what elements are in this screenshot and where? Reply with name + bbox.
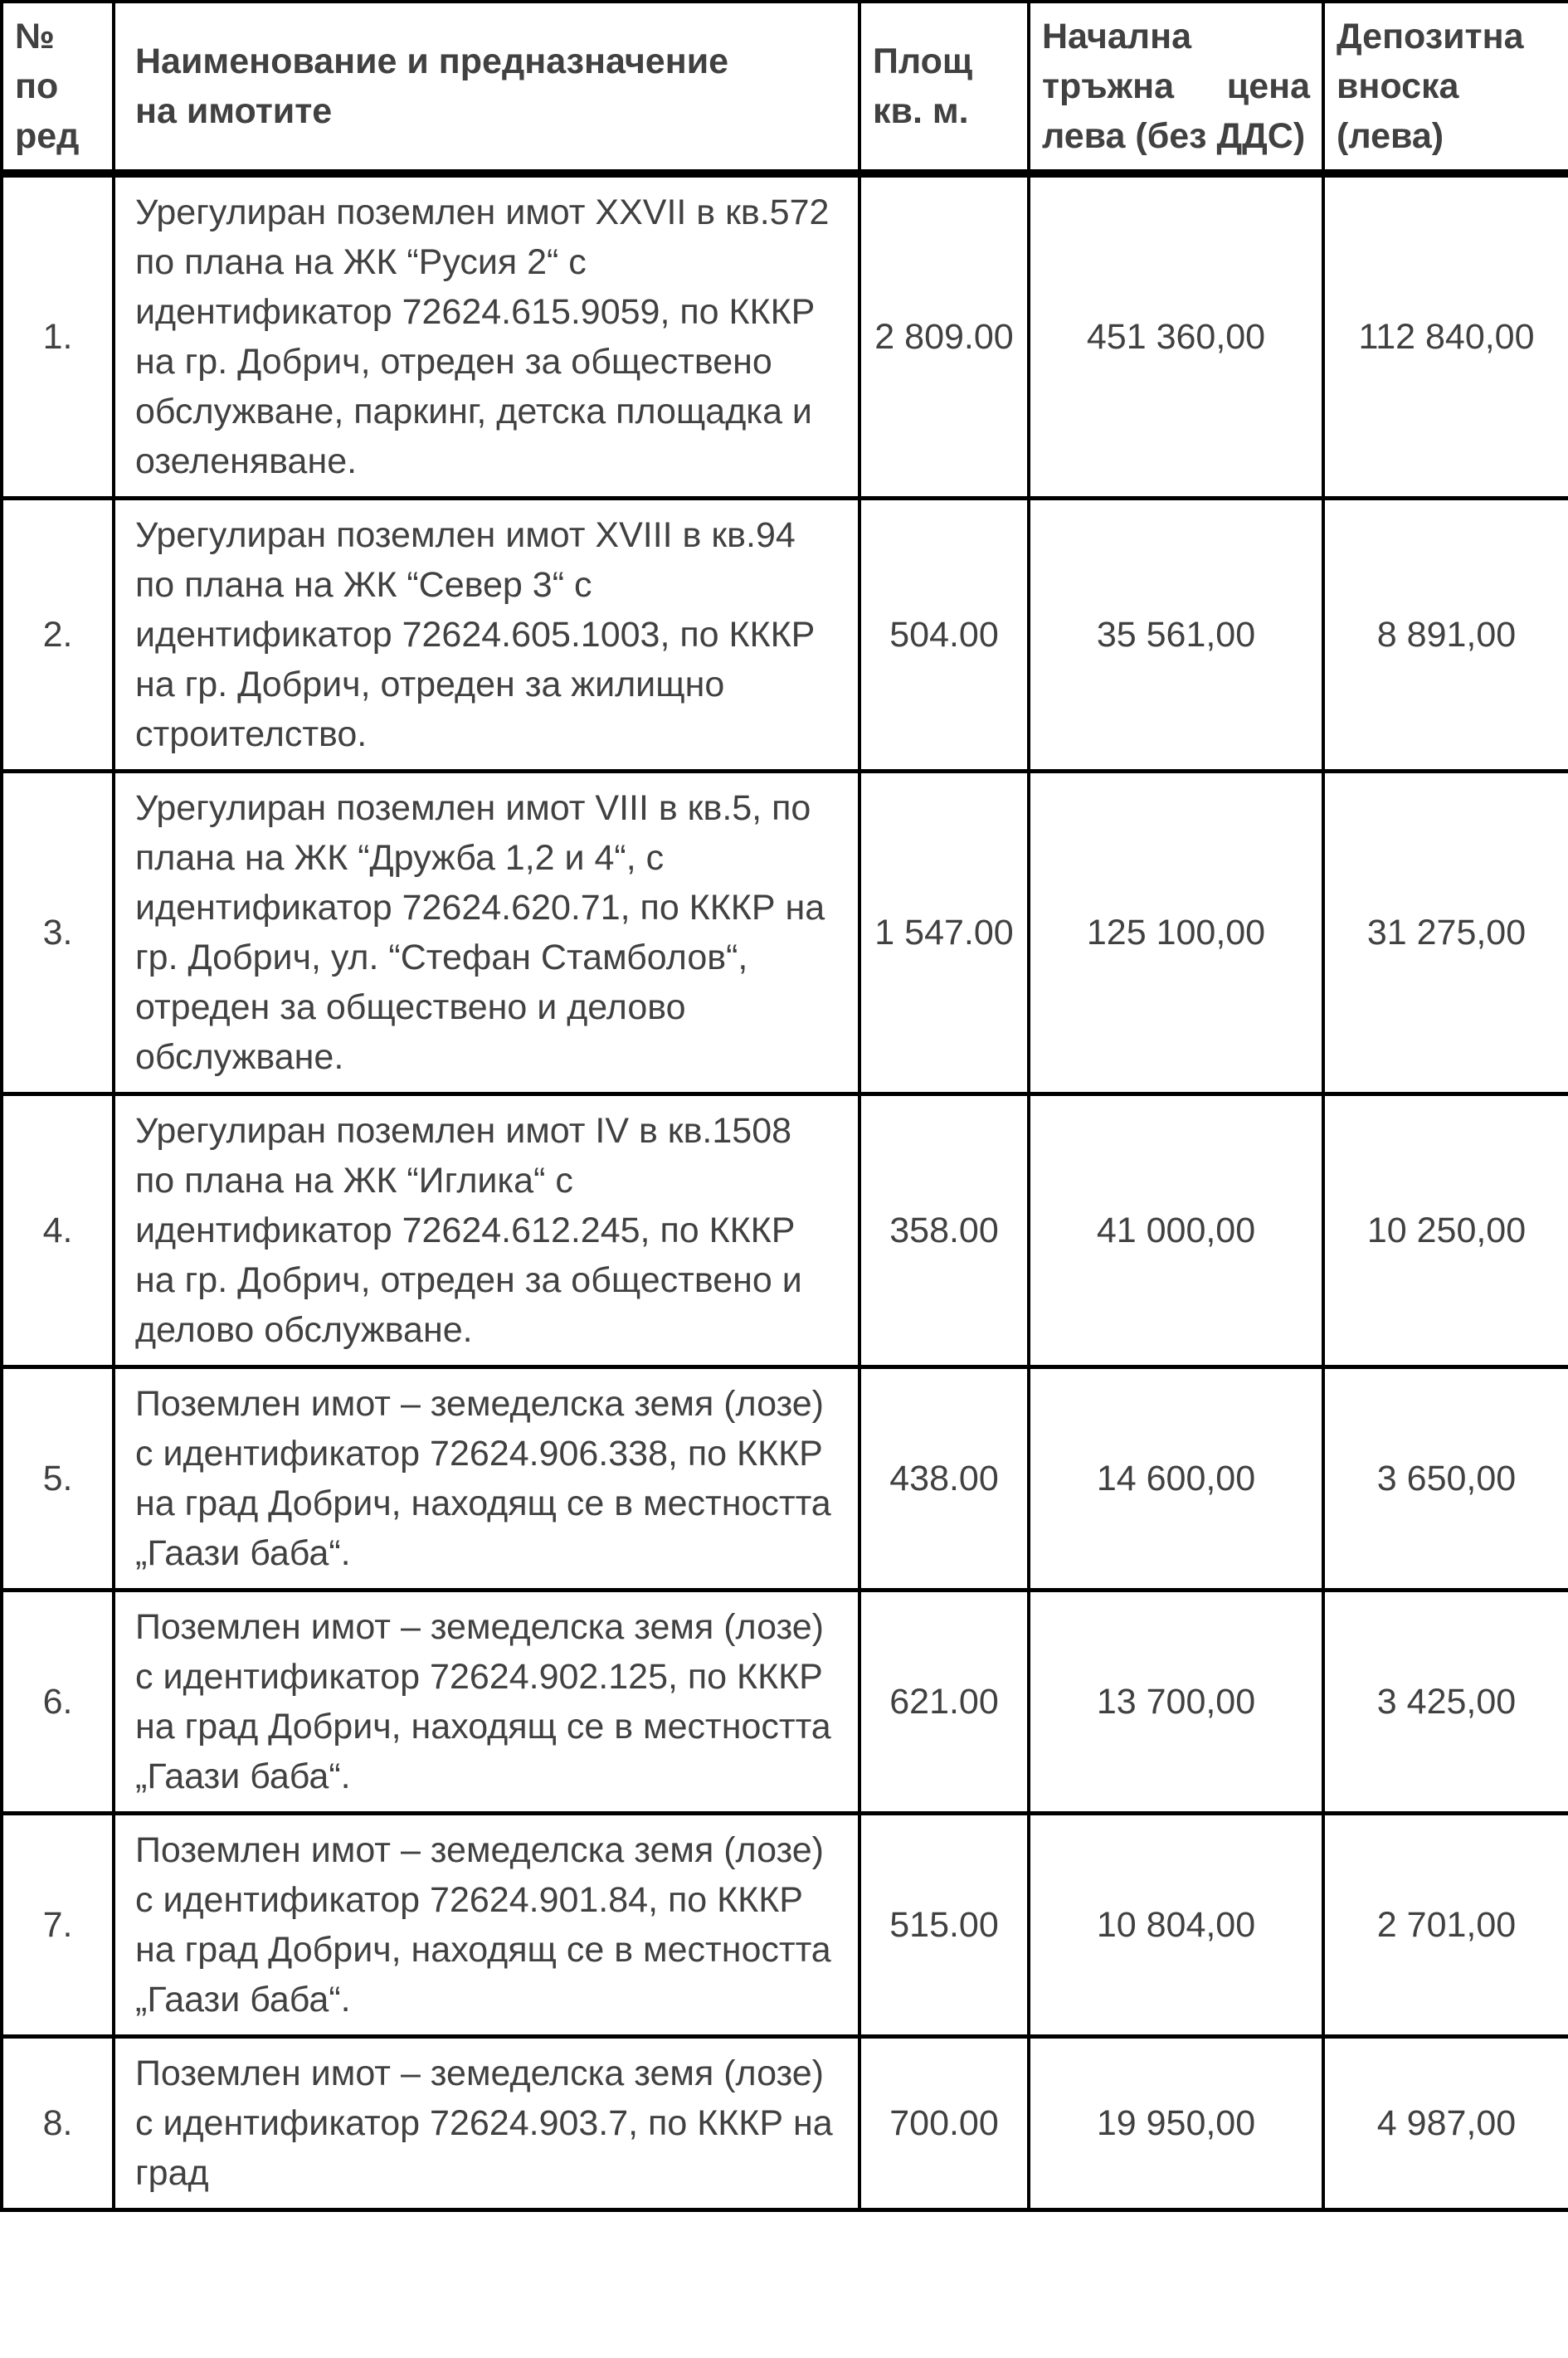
price-cell: 41 000,00 (1029, 1094, 1323, 1367)
property-name-cell: Урегулиран поземлен имот XVIII в кв.94 по плана на ЖК “Север 3“ с идентификатор 72624.605.1003, по КККР на гр. Добрич, отреден за жилищно строителство. (114, 499, 859, 772)
area-cell: 438.00 (859, 1367, 1029, 1591)
header-property-name: Наименование и предназначение на имотите (114, 2, 859, 173)
property-name-cell: Поземлен имот – земеделска земя (лозе) с идентификатор 72624.902.125, по КККР на град Добрич, находящ се в местността „Гаази баба“. (114, 1591, 859, 1814)
header-price: Начална тръжна цена лева (без ДДС) (1029, 2, 1323, 173)
area-cell: 515.00 (859, 1814, 1029, 2037)
deposit-cell: 10 250,00 (1323, 1094, 1568, 1367)
price-cell: 19 950,00 (1029, 2037, 1323, 2210)
area-cell: 1 547.00 (859, 772, 1029, 1094)
header-row-number: № по ред (2, 2, 114, 173)
deposit-cell: 2 701,00 (1323, 1814, 1568, 2037)
table-row (2, 1814, 1568, 2037)
area-cell: 700.00 (859, 2037, 1029, 2210)
area-cell: 358.00 (859, 1094, 1029, 1367)
table-row (2, 772, 1568, 1094)
deposit-cell: 31 275,00 (1323, 772, 1568, 1094)
property-name-cell: Поземлен имот – земеделска земя (лозе) с идентификатор 72624.906.338, по КККР на град Добрич, находящ се в местността „Гаази баба“. (114, 1367, 859, 1591)
row-number-cell: 3. (2, 772, 114, 1094)
row-number-cell: 5. (2, 1367, 114, 1591)
area-cell: 621.00 (859, 1591, 1029, 1814)
deposit-cell: 3 425,00 (1323, 1591, 1568, 1814)
header-area: Площ кв. м. (859, 2, 1029, 173)
table-row (2, 2037, 1568, 2210)
property-name-cell: Поземлен имот – земеделска земя (лозе) с идентификатор 72624.903.7, по КККР на град (114, 2037, 859, 2210)
row-number-cell: 1. (2, 173, 114, 499)
deposit-cell: 112 840,00 (1323, 173, 1568, 499)
table-row (2, 173, 1568, 499)
property-name-cell: Поземлен имот – земеделска земя (лозе) с идентификатор 72624.901.84, по КККР на град Добрич, находящ се в местността „Гаази баба“. (114, 1814, 859, 2037)
header-deposit: Депозитна вноска (лева) (1323, 2, 1568, 173)
table-row (2, 499, 1568, 772)
table-body (2, 173, 1568, 2210)
table-row (2, 1591, 1568, 1814)
row-number-cell: 4. (2, 1094, 114, 1367)
table-header (2, 2, 1568, 173)
row-number-cell: 8. (2, 2037, 114, 2210)
deposit-cell: 8 891,00 (1323, 499, 1568, 772)
property-name-cell: Урегулиран поземлен имот IV в кв.1508 по плана на ЖК “Иглика“ с идентификатор 72624.612.245, по КККР на гр. Добрич, отреден за обществено и делово обслужване. (114, 1094, 859, 1367)
row-number-cell: 2. (2, 499, 114, 772)
deposit-cell: 4 987,00 (1323, 2037, 1568, 2210)
price-cell: 125 100,00 (1029, 772, 1323, 1094)
table-row (2, 1094, 1568, 1367)
area-cell: 2 809.00 (859, 173, 1029, 499)
area-cell: 504.00 (859, 499, 1029, 772)
deposit-cell: 3 650,00 (1323, 1367, 1568, 1591)
price-cell: 14 600,00 (1029, 1367, 1323, 1591)
price-cell: 35 561,00 (1029, 499, 1323, 772)
header-row (2, 2, 1568, 173)
price-cell: 451 360,00 (1029, 173, 1323, 499)
price-cell: 10 804,00 (1029, 1814, 1323, 2037)
table-row (2, 1367, 1568, 1591)
row-number-cell: 6. (2, 1591, 114, 1814)
row-number-cell: 7. (2, 1814, 114, 2037)
property-name-cell: Урегулиран поземлен имот VIII в кв.5, по плана на ЖК “Дружба 1,2 и 4“, с идентификатор 72624.620.71, по КККР на гр. Добрич, ул. “Стефан Стамболов“, отреден за обществено и делово обслужване. (114, 772, 859, 1094)
property-name-cell: Урегулиран поземлен имот XXVII в кв.572 по плана на ЖК “Русия 2“ с идентификатор 72624.615.9059, по КККР на гр. Добрич, отреден за обществено обслужване, паркинг, детска площадка и озеленяване. (114, 173, 859, 499)
price-cell: 13 700,00 (1029, 1591, 1323, 1814)
